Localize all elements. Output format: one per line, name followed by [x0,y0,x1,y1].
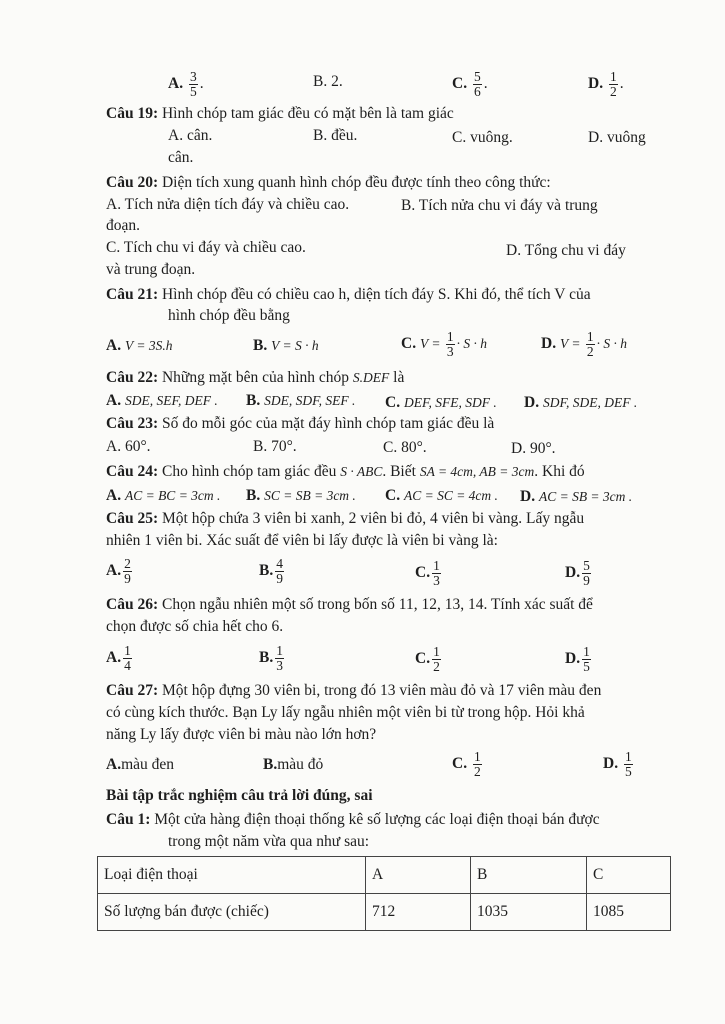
table-row [98,857,671,894]
q20-option-d-cont: và trung đoạn. [106,261,196,278]
q18-option-a: A. $\frac{3}{5}$ . [168,69,204,99]
q20-option-d: D. Tổng chu vi đáy [506,242,626,259]
q27-option-c: C. $\frac{1}{2}$ [452,749,481,779]
q25-option-a: A. $\frac{2}{9}$ [106,556,131,586]
q24-option-b: B. SC = SB = 3cm . [246,487,356,504]
tf1-stem: Câu 1: Một cửa hàng điện thoại thống kê số lượng các loại điện thoại bán được [106,811,600,828]
q26-stem-cont: chọn được số chia hết cho 6. [106,618,284,635]
q25-stem-cont: nhiên 1 viên bi. Xác suất để viên bi lấy được là viên bi vàng là: [106,532,498,549]
q20-stem: Câu 20: Diện tích xung quanh hình chóp đều được tính theo công thức: [106,174,551,191]
q27-stem-cont-1: có cùng kích thước. Bạn Ly lấy ngẫu nhiên một viên bi từ trong hộp. Hỏi khả [106,704,585,721]
fraction: $\frac{1}{3}$ [276,643,283,673]
q25-stem: Câu 25: Một hộp chứa 3 viên bi xanh, 2 viên bi đỏ, 4 viên bi vàng. Lấy ngẫu [106,510,585,527]
q27-stem-cont-2: năng Ly lấy được viên bi màu nào lớn hơn? [106,726,377,743]
q23-stem: Câu 23: Số đo mỗi góc của mặt đáy hình chóp tam giác đều là [106,415,495,432]
q26-option-b: B. $\frac{1}{3}$ [259,643,283,673]
table-cell: 1035 [471,894,587,931]
q27-option-d: D. $\frac{1}{5}$ [603,749,632,779]
table-cell: B [471,857,587,894]
q23-option-c: C. 80°. [383,439,427,456]
q24-option-c: C. AC = SC = 4cm . [385,487,498,504]
fraction: $\frac{1}{4}$ [124,643,131,673]
fraction: $\frac{3}{5}$ [189,69,197,99]
q19-stem: Câu 19: Hình chóp tam giác đều có mặt bên là tam giác [106,105,454,122]
table-cell: C [587,857,671,894]
q25-option-b: B. $\frac{4}{9}$ [259,556,283,586]
q26-stem: Câu 26: Chọn ngẫu nhiên một số trong bốn số 11, 12, 13, 14. Tính xác suất để [106,596,593,613]
q21-stem-cont: hình chóp đều bằng [168,307,290,324]
q26-option-d: D. $\frac{1}{5}$ [565,644,590,674]
q22-option-d: D. SDF, SDE, DEF . [524,394,638,411]
fraction: $\frac{1}{2}$ [609,69,617,99]
table-cell: A [366,857,471,894]
q24-option-a: A. AC = BC = 3cm . [106,487,221,504]
fraction: $\frac{4}{9}$ [276,556,283,586]
q22-option-c: C. DEF, SFE, SDF . [385,394,497,411]
fraction: $\frac{2}{9}$ [124,556,131,586]
q24-option-d: D. AC = SB = 3cm . [520,488,633,505]
sales-table [97,856,671,931]
q23-option-a: A. 60°. [106,438,151,455]
q20-option-a: A. Tích nửa diện tích đáy và chiều cao. [106,196,350,213]
q25-option-c: C. $\frac{1}{3}$ [415,558,440,588]
fraction: $\frac{1}{2}$ [433,644,440,674]
section-heading: Bài tập trắc nghiệm câu trả lời đúng, sai [106,787,373,804]
fraction: $\frac{1}{3}$ [433,558,440,588]
q27-option-b: B.màu đỏ [263,756,324,773]
q18-option-d: D. $\frac{1}{2}$ . [588,69,624,99]
q23-option-d: D. 90°. [511,440,556,457]
q19-option-a: A. cân. [168,127,213,144]
q27-option-a: A.màu đen [106,756,175,773]
q18-option-c: C. $\frac{5}{6}$ . [452,69,488,99]
q21-stem: Câu 21: Hình chóp đều có chiều cao h, diện tích đáy S. Khi đó, thể tích V của [106,286,591,303]
q18-option-b: B. 2. [313,73,343,90]
q21-option-b: B. V = S · h [253,337,319,354]
q20-option-b: B. Tích nửa chu vi đáy và trung [401,197,598,214]
fraction: $\frac{1}{2}$ [586,329,594,359]
q21-option-c: C. V = $\frac{1}{3}$ · S · h [401,329,487,359]
fraction: $\frac{5}{9}$ [583,558,590,588]
fraction: $\frac{1}{5}$ [624,749,632,779]
fraction: $\frac{1}{2}$ [473,749,481,779]
table-cell: 1085 [587,894,671,931]
table-cell: Loại điện thoại [98,857,366,894]
table-cell: 712 [366,894,471,931]
q19-option-d: D. vuông [588,129,646,146]
fraction: $\frac{1}{3}$ [446,329,454,359]
q21-option-d: D. V = $\frac{1}{2}$ · S · h [541,329,627,359]
q19-option-c: C. vuông. [452,129,513,146]
q22-stem: Câu 22: Những mặt bên của hình chóp S.DEF là [106,369,405,386]
q19-option-d-cont: cân. [168,149,194,166]
fraction: $\frac{5}{6}$ [473,69,481,99]
q22-option-b: B. SDE, SDF, SEF . [246,392,356,409]
q21-option-a: A. V = 3S.h [106,337,173,354]
q20-option-b-cont: đoạn. [106,217,141,234]
fraction: $\frac{1}{5}$ [583,644,590,674]
q22-option-a: A. SDE, SEF, DEF . [106,392,218,409]
q19-option-b: B. đều. [313,127,358,144]
tf1-stem-cont: trong một năm vừa qua như sau: [168,833,370,850]
q23-option-b: B. 70°. [253,438,297,455]
q20-option-c: C. Tích chu vi đáy và chiều cao. [106,239,306,256]
q24-stem: Câu 24: Cho hình chóp tam giác đều S · ABC. Biết SA = 4cm, AB = 3cm. Khi đó [106,463,585,480]
table-row [98,894,671,931]
q25-option-d: D. $\frac{5}{9}$ [565,558,590,588]
q27-stem: Câu 27: Một hộp đựng 30 viên bi, trong đó 13 viên màu đỏ và 17 viên màu đen [106,682,602,699]
table-cell: Số lượng bán được (chiếc) [98,894,366,931]
q26-option-a: A. $\frac{1}{4}$ [106,643,131,673]
q26-option-c: C. $\frac{1}{2}$ [415,644,440,674]
